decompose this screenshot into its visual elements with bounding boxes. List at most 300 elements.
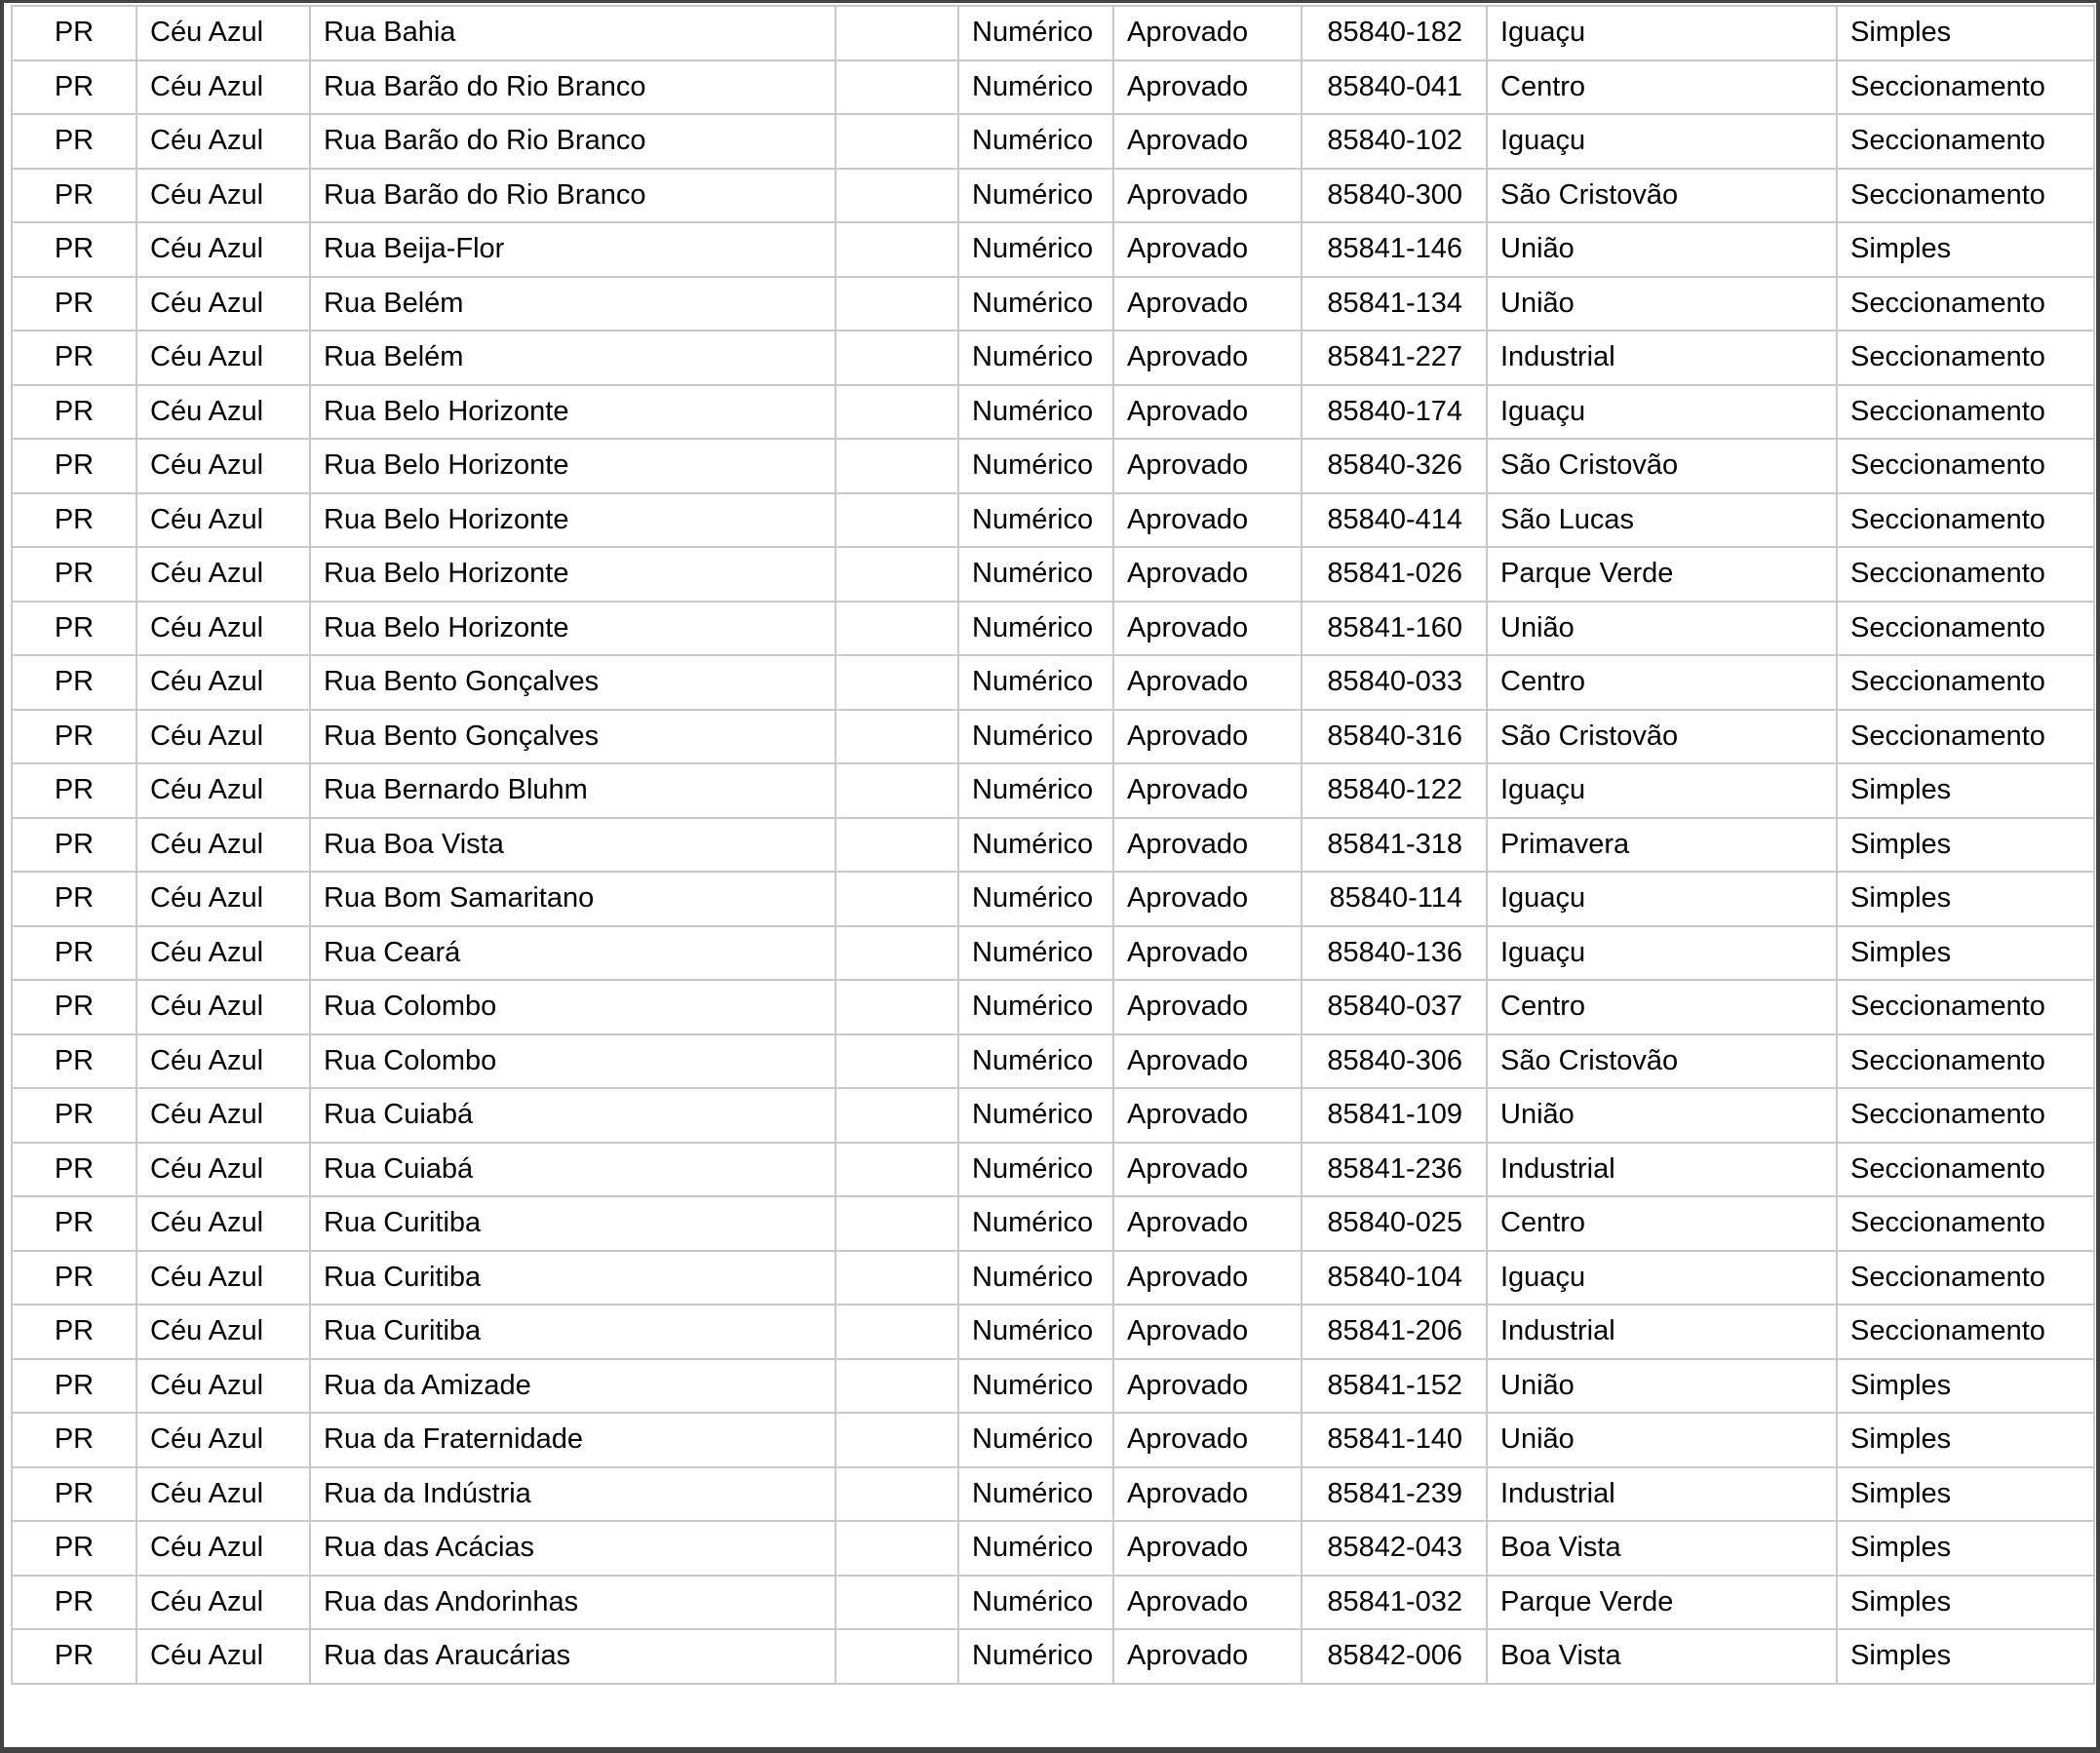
cell-street[interactable]: Rua Barão do Rio Branco bbox=[310, 169, 836, 223]
table-row[interactable] bbox=[12, 872, 2094, 926]
cell-empty[interactable] bbox=[836, 655, 958, 710]
cell-field_type[interactable]: Numérico bbox=[958, 1088, 1113, 1143]
cell-city[interactable]: Céu Azul bbox=[136, 1034, 310, 1089]
cell-cep[interactable]: 85841-239 bbox=[1302, 1467, 1487, 1522]
cell-field_type[interactable]: Numérico bbox=[958, 331, 1113, 385]
cell-status[interactable]: Aprovado bbox=[1113, 1521, 1302, 1576]
cell-cep[interactable]: 85841-032 bbox=[1302, 1576, 1487, 1630]
cell-cep[interactable]: 85841-236 bbox=[1302, 1143, 1487, 1197]
cell-city[interactable]: Céu Azul bbox=[136, 602, 310, 656]
table-row[interactable] bbox=[12, 60, 2094, 115]
cell-field_type[interactable]: Numérico bbox=[958, 1521, 1113, 1576]
cell-status[interactable]: Aprovado bbox=[1113, 1143, 1302, 1197]
cell-city[interactable]: Céu Azul bbox=[136, 818, 310, 873]
cell-cep_type[interactable]: Seccionamento bbox=[1837, 493, 2094, 548]
cell-empty[interactable] bbox=[836, 926, 958, 981]
cell-city[interactable]: Céu Azul bbox=[136, 493, 310, 548]
cell-street[interactable]: Rua Barão do Rio Branco bbox=[310, 114, 836, 169]
cell-city[interactable]: Céu Azul bbox=[136, 1359, 310, 1414]
cell-status[interactable]: Aprovado bbox=[1113, 60, 1302, 115]
cell-state[interactable]: PR bbox=[12, 60, 136, 115]
cell-field_type[interactable]: Numérico bbox=[958, 710, 1113, 764]
cell-city[interactable]: Céu Azul bbox=[136, 60, 310, 115]
cell-status[interactable]: Aprovado bbox=[1113, 763, 1302, 818]
cell-district[interactable]: União bbox=[1487, 1359, 1837, 1414]
cell-status[interactable]: Aprovado bbox=[1113, 1034, 1302, 1089]
cell-empty[interactable] bbox=[836, 710, 958, 764]
cell-cep[interactable]: 85841-026 bbox=[1302, 547, 1487, 602]
cell-cep[interactable]: 85840-316 bbox=[1302, 710, 1487, 764]
cell-field_type[interactable]: Numérico bbox=[958, 169, 1113, 223]
cell-state[interactable]: PR bbox=[12, 1521, 136, 1576]
cell-field_type[interactable]: Numérico bbox=[958, 547, 1113, 602]
cell-district[interactable]: São Cristovão bbox=[1487, 710, 1837, 764]
cell-state[interactable]: PR bbox=[12, 872, 136, 926]
cell-district[interactable]: Industrial bbox=[1487, 1143, 1837, 1197]
cell-cep_type[interactable]: Seccionamento bbox=[1837, 169, 2094, 223]
cell-state[interactable]: PR bbox=[12, 114, 136, 169]
cell-status[interactable]: Aprovado bbox=[1113, 655, 1302, 710]
cell-status[interactable]: Aprovado bbox=[1113, 1251, 1302, 1305]
cell-status[interactable]: Aprovado bbox=[1113, 926, 1302, 981]
cell-district[interactable]: São Cristovão bbox=[1487, 1034, 1837, 1089]
cell-empty[interactable] bbox=[836, 1413, 958, 1467]
cell-district[interactable]: Iguaçu bbox=[1487, 6, 1837, 60]
cell-city[interactable]: Céu Azul bbox=[136, 6, 310, 60]
cell-street[interactable]: Rua Belo Horizonte bbox=[310, 385, 836, 440]
cell-street[interactable]: Rua Belo Horizonte bbox=[310, 439, 836, 493]
cell-cep_type[interactable]: Seccionamento bbox=[1837, 655, 2094, 710]
cell-cep_type[interactable]: Simples bbox=[1837, 1359, 2094, 1414]
cell-city[interactable]: Céu Azul bbox=[136, 277, 310, 331]
cell-cep_type[interactable]: Seccionamento bbox=[1837, 710, 2094, 764]
cell-cep[interactable]: 85841-140 bbox=[1302, 1413, 1487, 1467]
cell-street[interactable]: Rua das Andorinhas bbox=[310, 1576, 836, 1630]
table-row[interactable] bbox=[12, 710, 2094, 764]
cell-city[interactable]: Céu Azul bbox=[136, 547, 310, 602]
cell-status[interactable]: Aprovado bbox=[1113, 493, 1302, 548]
cell-cep_type[interactable]: Seccionamento bbox=[1837, 547, 2094, 602]
table-row[interactable] bbox=[12, 763, 2094, 818]
cell-cep_type[interactable]: Seccionamento bbox=[1837, 1251, 2094, 1305]
cell-city[interactable]: Céu Azul bbox=[136, 1196, 310, 1251]
cell-empty[interactable] bbox=[836, 114, 958, 169]
cell-district[interactable]: Centro bbox=[1487, 980, 1837, 1034]
cell-state[interactable]: PR bbox=[12, 1359, 136, 1414]
cell-city[interactable]: Céu Azul bbox=[136, 980, 310, 1034]
table-row[interactable] bbox=[12, 277, 2094, 331]
cell-street[interactable]: Rua Belo Horizonte bbox=[310, 493, 836, 548]
cell-field_type[interactable]: Numérico bbox=[958, 439, 1113, 493]
cell-city[interactable]: Céu Azul bbox=[136, 1629, 310, 1684]
cell-status[interactable]: Aprovado bbox=[1113, 1088, 1302, 1143]
table-row[interactable] bbox=[12, 818, 2094, 873]
cell-empty[interactable] bbox=[836, 60, 958, 115]
cell-empty[interactable] bbox=[836, 763, 958, 818]
table-row[interactable] bbox=[12, 1088, 2094, 1143]
cell-empty[interactable] bbox=[836, 277, 958, 331]
cell-district[interactable]: União bbox=[1487, 1413, 1837, 1467]
cell-cep[interactable]: 85841-318 bbox=[1302, 818, 1487, 873]
cell-cep_type[interactable]: Seccionamento bbox=[1837, 980, 2094, 1034]
cell-city[interactable]: Céu Azul bbox=[136, 222, 310, 277]
cell-cep[interactable]: 85841-146 bbox=[1302, 222, 1487, 277]
cell-state[interactable]: PR bbox=[12, 493, 136, 548]
table-row[interactable] bbox=[12, 1251, 2094, 1305]
cell-state[interactable]: PR bbox=[12, 277, 136, 331]
table-row[interactable] bbox=[12, 1467, 2094, 1522]
cell-cep[interactable]: 85840-122 bbox=[1302, 763, 1487, 818]
cell-empty[interactable] bbox=[836, 493, 958, 548]
cell-district[interactable]: Iguaçu bbox=[1487, 385, 1837, 440]
cell-city[interactable]: Céu Azul bbox=[136, 926, 310, 981]
cell-field_type[interactable]: Numérico bbox=[958, 6, 1113, 60]
cell-street[interactable]: Rua Belo Horizonte bbox=[310, 602, 836, 656]
cell-cep_type[interactable]: Simples bbox=[1837, 872, 2094, 926]
cell-street[interactable]: Rua Beija-Flor bbox=[310, 222, 836, 277]
cell-status[interactable]: Aprovado bbox=[1113, 980, 1302, 1034]
cell-cep[interactable]: 85841-206 bbox=[1302, 1305, 1487, 1359]
cell-state[interactable]: PR bbox=[12, 763, 136, 818]
cell-empty[interactable] bbox=[836, 1088, 958, 1143]
cell-empty[interactable] bbox=[836, 1196, 958, 1251]
cell-status[interactable]: Aprovado bbox=[1113, 169, 1302, 223]
cell-state[interactable]: PR bbox=[12, 6, 136, 60]
cell-cep_type[interactable]: Seccionamento bbox=[1837, 1305, 2094, 1359]
cell-district[interactable]: São Lucas bbox=[1487, 493, 1837, 548]
cell-state[interactable]: PR bbox=[12, 926, 136, 981]
cell-street[interactable]: Rua Boa Vista bbox=[310, 818, 836, 873]
cell-city[interactable]: Céu Azul bbox=[136, 710, 310, 764]
table-row[interactable] bbox=[12, 169, 2094, 223]
table-row[interactable] bbox=[12, 1143, 2094, 1197]
cell-field_type[interactable]: Numérico bbox=[958, 114, 1113, 169]
cell-field_type[interactable]: Numérico bbox=[958, 1576, 1113, 1630]
cell-cep[interactable]: 85840-114 bbox=[1302, 872, 1487, 926]
cell-field_type[interactable]: Numérico bbox=[958, 385, 1113, 440]
cell-status[interactable]: Aprovado bbox=[1113, 1576, 1302, 1630]
table-row[interactable] bbox=[12, 1305, 2094, 1359]
cell-empty[interactable] bbox=[836, 439, 958, 493]
cell-field_type[interactable]: Numérico bbox=[958, 1629, 1113, 1684]
cell-district[interactable]: União bbox=[1487, 277, 1837, 331]
cell-state[interactable]: PR bbox=[12, 1629, 136, 1684]
cell-status[interactable]: Aprovado bbox=[1113, 1359, 1302, 1414]
table-row[interactable] bbox=[12, 385, 2094, 440]
cell-street[interactable]: Rua Belo Horizonte bbox=[310, 547, 836, 602]
cell-cep_type[interactable]: Simples bbox=[1837, 1521, 2094, 1576]
cell-street[interactable]: Rua Ceará bbox=[310, 926, 836, 981]
cell-street[interactable]: Rua da Fraternidade bbox=[310, 1413, 836, 1467]
cell-cep_type[interactable]: Simples bbox=[1837, 1629, 2094, 1684]
cell-cep[interactable]: 85842-043 bbox=[1302, 1521, 1487, 1576]
cell-cep_type[interactable]: Simples bbox=[1837, 818, 2094, 873]
cell-empty[interactable] bbox=[836, 980, 958, 1034]
cell-city[interactable]: Céu Azul bbox=[136, 385, 310, 440]
table-row[interactable] bbox=[12, 1576, 2094, 1630]
cell-status[interactable]: Aprovado bbox=[1113, 1196, 1302, 1251]
cell-empty[interactable] bbox=[836, 547, 958, 602]
cell-cep[interactable]: 85841-134 bbox=[1302, 277, 1487, 331]
cell-city[interactable]: Céu Azul bbox=[136, 1467, 310, 1522]
cell-street[interactable]: Rua Curitiba bbox=[310, 1196, 836, 1251]
cell-cep[interactable]: 85840-025 bbox=[1302, 1196, 1487, 1251]
cell-status[interactable]: Aprovado bbox=[1113, 818, 1302, 873]
cell-field_type[interactable]: Numérico bbox=[958, 222, 1113, 277]
cell-state[interactable]: PR bbox=[12, 331, 136, 385]
table-row[interactable] bbox=[12, 926, 2094, 981]
cell-cep[interactable]: 85840-037 bbox=[1302, 980, 1487, 1034]
cell-cep[interactable]: 85840-174 bbox=[1302, 385, 1487, 440]
cell-empty[interactable] bbox=[836, 1034, 958, 1089]
cell-cep_type[interactable]: Seccionamento bbox=[1837, 1034, 2094, 1089]
cell-field_type[interactable]: Numérico bbox=[958, 872, 1113, 926]
cell-status[interactable]: Aprovado bbox=[1113, 1629, 1302, 1684]
cell-district[interactable]: Boa Vista bbox=[1487, 1629, 1837, 1684]
cell-cep[interactable]: 85841-152 bbox=[1302, 1359, 1487, 1414]
cell-empty[interactable] bbox=[836, 331, 958, 385]
cell-street[interactable]: Rua Bernardo Bluhm bbox=[310, 763, 836, 818]
cell-status[interactable]: Aprovado bbox=[1113, 710, 1302, 764]
cell-state[interactable]: PR bbox=[12, 222, 136, 277]
cell-city[interactable]: Céu Azul bbox=[136, 655, 310, 710]
cell-street[interactable]: Rua Colombo bbox=[310, 1034, 836, 1089]
cell-state[interactable]: PR bbox=[12, 980, 136, 1034]
cell-street[interactable]: Rua das Acácias bbox=[310, 1521, 836, 1576]
cell-city[interactable]: Céu Azul bbox=[136, 1521, 310, 1576]
table-row[interactable] bbox=[12, 980, 2094, 1034]
cell-empty[interactable] bbox=[836, 222, 958, 277]
cell-empty[interactable] bbox=[836, 6, 958, 60]
cell-street[interactable]: Rua Bento Gonçalves bbox=[310, 655, 836, 710]
cell-empty[interactable] bbox=[836, 385, 958, 440]
cell-state[interactable]: PR bbox=[12, 655, 136, 710]
cell-city[interactable]: Céu Azul bbox=[136, 439, 310, 493]
table-row[interactable] bbox=[12, 1034, 2094, 1089]
cell-state[interactable]: PR bbox=[12, 1305, 136, 1359]
cell-state[interactable]: PR bbox=[12, 385, 136, 440]
cell-cep[interactable]: 85840-033 bbox=[1302, 655, 1487, 710]
cell-district[interactable]: Iguaçu bbox=[1487, 1251, 1837, 1305]
cell-city[interactable]: Céu Azul bbox=[136, 1143, 310, 1197]
cell-field_type[interactable]: Numérico bbox=[958, 1359, 1113, 1414]
cell-district[interactable]: Iguaçu bbox=[1487, 763, 1837, 818]
cell-cep_type[interactable]: Simples bbox=[1837, 6, 2094, 60]
cell-cep_type[interactable]: Seccionamento bbox=[1837, 1143, 2094, 1197]
cell-state[interactable]: PR bbox=[12, 602, 136, 656]
table-row[interactable] bbox=[12, 547, 2094, 602]
cell-cep_type[interactable]: Seccionamento bbox=[1837, 60, 2094, 115]
cell-street[interactable]: Rua Bom Samaritano bbox=[310, 872, 836, 926]
cell-cep[interactable]: 85841-109 bbox=[1302, 1088, 1487, 1143]
table-row[interactable] bbox=[12, 1413, 2094, 1467]
cell-cep_type[interactable]: Seccionamento bbox=[1837, 114, 2094, 169]
cell-status[interactable]: Aprovado bbox=[1113, 222, 1302, 277]
cell-street[interactable]: Rua Cuiabá bbox=[310, 1143, 836, 1197]
cell-cep_type[interactable]: Simples bbox=[1837, 222, 2094, 277]
cell-cep[interactable]: 85842-006 bbox=[1302, 1629, 1487, 1684]
cell-state[interactable]: PR bbox=[12, 1143, 136, 1197]
table-row[interactable] bbox=[12, 114, 2094, 169]
cell-district[interactable]: Industrial bbox=[1487, 331, 1837, 385]
cell-cep[interactable]: 85841-160 bbox=[1302, 602, 1487, 656]
cell-field_type[interactable]: Numérico bbox=[958, 60, 1113, 115]
cell-state[interactable]: PR bbox=[12, 547, 136, 602]
cell-field_type[interactable]: Numérico bbox=[958, 763, 1113, 818]
cell-status[interactable]: Aprovado bbox=[1113, 1467, 1302, 1522]
cell-field_type[interactable]: Numérico bbox=[958, 277, 1113, 331]
cell-state[interactable]: PR bbox=[12, 1034, 136, 1089]
table-row[interactable] bbox=[12, 1196, 2094, 1251]
cell-empty[interactable] bbox=[836, 1467, 958, 1522]
cell-status[interactable]: Aprovado bbox=[1113, 6, 1302, 60]
cell-district[interactable]: Centro bbox=[1487, 60, 1837, 115]
cell-empty[interactable] bbox=[836, 602, 958, 656]
cell-cep[interactable]: 85840-414 bbox=[1302, 493, 1487, 548]
cell-street[interactable]: Rua Belém bbox=[310, 331, 836, 385]
cell-street[interactable]: Rua da Indústria bbox=[310, 1467, 836, 1522]
table-row[interactable] bbox=[12, 1359, 2094, 1414]
cell-empty[interactable] bbox=[836, 1305, 958, 1359]
cell-street[interactable]: Rua Curitiba bbox=[310, 1305, 836, 1359]
cell-status[interactable]: Aprovado bbox=[1113, 331, 1302, 385]
cell-empty[interactable] bbox=[836, 1143, 958, 1197]
cell-cep_type[interactable]: Seccionamento bbox=[1837, 385, 2094, 440]
cell-city[interactable]: Céu Azul bbox=[136, 763, 310, 818]
cell-district[interactable]: Iguaçu bbox=[1487, 114, 1837, 169]
cell-district[interactable]: Centro bbox=[1487, 1196, 1837, 1251]
cell-field_type[interactable]: Numérico bbox=[958, 602, 1113, 656]
table-row[interactable] bbox=[12, 602, 2094, 656]
table-row[interactable] bbox=[12, 222, 2094, 277]
cell-empty[interactable] bbox=[836, 169, 958, 223]
cell-street[interactable]: Rua Belém bbox=[310, 277, 836, 331]
cell-district[interactable]: Primavera bbox=[1487, 818, 1837, 873]
cell-state[interactable]: PR bbox=[12, 439, 136, 493]
cell-status[interactable]: Aprovado bbox=[1113, 602, 1302, 656]
cell-state[interactable]: PR bbox=[12, 169, 136, 223]
cell-field_type[interactable]: Numérico bbox=[958, 980, 1113, 1034]
cell-cep[interactable]: 85840-102 bbox=[1302, 114, 1487, 169]
table-row[interactable] bbox=[12, 1629, 2094, 1684]
cell-cep[interactable]: 85840-300 bbox=[1302, 169, 1487, 223]
cell-district[interactable]: União bbox=[1487, 602, 1837, 656]
cell-cep[interactable]: 85840-326 bbox=[1302, 439, 1487, 493]
cell-cep_type[interactable]: Seccionamento bbox=[1837, 331, 2094, 385]
cell-cep_type[interactable]: Seccionamento bbox=[1837, 277, 2094, 331]
cell-street[interactable]: Rua Bahia bbox=[310, 6, 836, 60]
cell-status[interactable]: Aprovado bbox=[1113, 114, 1302, 169]
cell-district[interactable]: União bbox=[1487, 222, 1837, 277]
cell-field_type[interactable]: Numérico bbox=[958, 926, 1113, 981]
cell-district[interactable]: Boa Vista bbox=[1487, 1521, 1837, 1576]
cell-cep_type[interactable]: Simples bbox=[1837, 1413, 2094, 1467]
cell-field_type[interactable]: Numérico bbox=[958, 1305, 1113, 1359]
cell-cep_type[interactable]: Seccionamento bbox=[1837, 602, 2094, 656]
cell-state[interactable]: PR bbox=[12, 1196, 136, 1251]
cell-empty[interactable] bbox=[836, 1521, 958, 1576]
cell-status[interactable]: Aprovado bbox=[1113, 547, 1302, 602]
cell-status[interactable]: Aprovado bbox=[1113, 1305, 1302, 1359]
cell-cep_type[interactable]: Seccionamento bbox=[1837, 1088, 2094, 1143]
cell-district[interactable]: Centro bbox=[1487, 655, 1837, 710]
cell-state[interactable]: PR bbox=[12, 710, 136, 764]
cell-cep_type[interactable]: Simples bbox=[1837, 1467, 2094, 1522]
cell-cep[interactable]: 85840-182 bbox=[1302, 6, 1487, 60]
cell-cep_type[interactable]: Seccionamento bbox=[1837, 1196, 2094, 1251]
cell-cep_type[interactable]: Simples bbox=[1837, 1576, 2094, 1630]
cell-street[interactable]: Rua Colombo bbox=[310, 980, 836, 1034]
cell-district[interactable]: Parque Verde bbox=[1487, 547, 1837, 602]
cell-city[interactable]: Céu Azul bbox=[136, 114, 310, 169]
cell-city[interactable]: Céu Azul bbox=[136, 1413, 310, 1467]
cell-status[interactable]: Aprovado bbox=[1113, 1413, 1302, 1467]
cell-field_type[interactable]: Numérico bbox=[958, 1251, 1113, 1305]
cell-cep_type[interactable]: Simples bbox=[1837, 763, 2094, 818]
cell-state[interactable]: PR bbox=[12, 1467, 136, 1522]
cell-status[interactable]: Aprovado bbox=[1113, 385, 1302, 440]
cell-status[interactable]: Aprovado bbox=[1113, 277, 1302, 331]
cell-cep[interactable]: 85840-104 bbox=[1302, 1251, 1487, 1305]
cell-cep_type[interactable]: Seccionamento bbox=[1837, 439, 2094, 493]
cell-state[interactable]: PR bbox=[12, 1576, 136, 1630]
cell-state[interactable]: PR bbox=[12, 1088, 136, 1143]
cell-field_type[interactable]: Numérico bbox=[958, 1143, 1113, 1197]
cell-empty[interactable] bbox=[836, 1576, 958, 1630]
cell-district[interactable]: Iguaçu bbox=[1487, 872, 1837, 926]
table-row[interactable] bbox=[12, 1521, 2094, 1576]
cell-status[interactable]: Aprovado bbox=[1113, 872, 1302, 926]
cell-district[interactable]: União bbox=[1487, 1088, 1837, 1143]
cell-district[interactable]: Industrial bbox=[1487, 1467, 1837, 1522]
cell-district[interactable]: São Cristovão bbox=[1487, 439, 1837, 493]
cell-city[interactable]: Céu Azul bbox=[136, 1305, 310, 1359]
cell-cep[interactable]: 85840-041 bbox=[1302, 60, 1487, 115]
cell-state[interactable]: PR bbox=[12, 1251, 136, 1305]
cell-field_type[interactable]: Numérico bbox=[958, 818, 1113, 873]
cell-street[interactable]: Rua das Araucárias bbox=[310, 1629, 836, 1684]
cell-cep[interactable]: 85840-306 bbox=[1302, 1034, 1487, 1089]
cell-state[interactable]: PR bbox=[12, 1413, 136, 1467]
cell-district[interactable]: Parque Verde bbox=[1487, 1576, 1837, 1630]
cell-empty[interactable] bbox=[836, 818, 958, 873]
cell-empty[interactable] bbox=[836, 1629, 958, 1684]
cell-city[interactable]: Céu Azul bbox=[136, 1576, 310, 1630]
cell-status[interactable]: Aprovado bbox=[1113, 439, 1302, 493]
cell-district[interactable]: Industrial bbox=[1487, 1305, 1837, 1359]
cell-cep[interactable]: 85841-227 bbox=[1302, 331, 1487, 385]
cell-empty[interactable] bbox=[836, 872, 958, 926]
cell-empty[interactable] bbox=[836, 1359, 958, 1414]
cell-cep_type[interactable]: Simples bbox=[1837, 926, 2094, 981]
table-row[interactable] bbox=[12, 655, 2094, 710]
cell-field_type[interactable]: Numérico bbox=[958, 1413, 1113, 1467]
cell-street[interactable]: Rua da Amizade bbox=[310, 1359, 836, 1414]
cell-field_type[interactable]: Numérico bbox=[958, 655, 1113, 710]
table-row[interactable] bbox=[12, 6, 2094, 60]
cell-field_type[interactable]: Numérico bbox=[958, 1467, 1113, 1522]
cell-field_type[interactable]: Numérico bbox=[958, 1034, 1113, 1089]
cell-empty[interactable] bbox=[836, 1251, 958, 1305]
table-row[interactable] bbox=[12, 331, 2094, 385]
cell-city[interactable]: Céu Azul bbox=[136, 169, 310, 223]
cell-district[interactable]: Iguaçu bbox=[1487, 926, 1837, 981]
cell-field_type[interactable]: Numérico bbox=[958, 493, 1113, 548]
cell-street[interactable]: Rua Barão do Rio Branco bbox=[310, 60, 836, 115]
table-row[interactable] bbox=[12, 493, 2094, 548]
cell-street[interactable]: Rua Bento Gonçalves bbox=[310, 710, 836, 764]
cell-state[interactable]: PR bbox=[12, 818, 136, 873]
